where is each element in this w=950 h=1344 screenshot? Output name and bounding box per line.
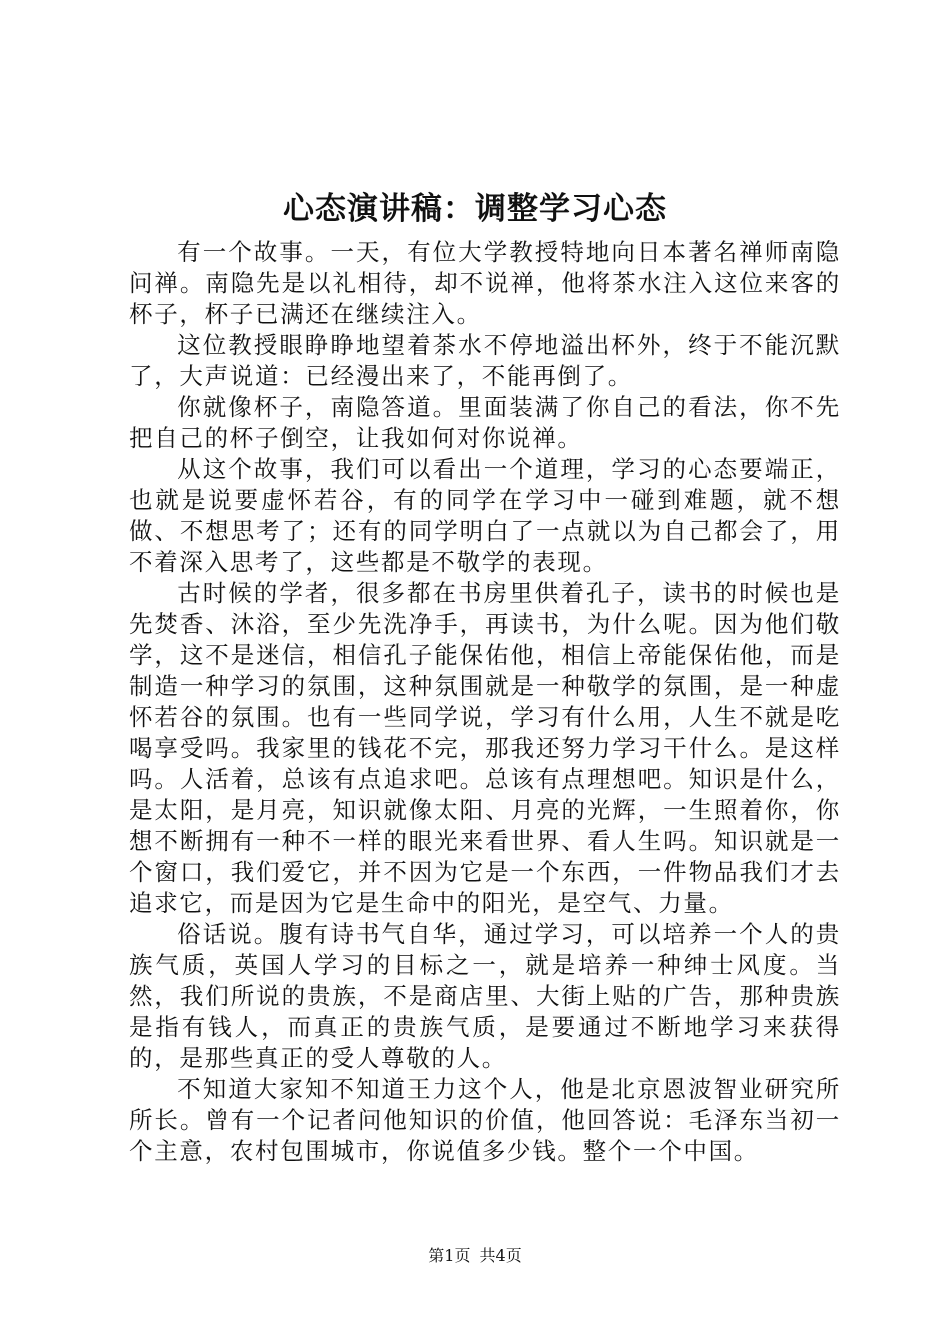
paragraph-4: 从这个故事，我们可以看出一个道理，学习的心态要端正，也就是说要虚怀若谷，有的同学在学习中一碰到难题，就不想做、不想思考了；还有的同学明白了一点就以为自己都会了，用不着深入思考了，这些都是不敬学的表现。 xyxy=(129,455,841,576)
document-body xyxy=(129,237,841,1167)
page-footer xyxy=(0,1244,950,1268)
page-total: 共4页 xyxy=(479,1246,522,1265)
page-number: 第1页 xyxy=(428,1246,471,1265)
paragraph-7: 不知道大家知不知道王力这个人，他是北京恩波智业研究所所长。曾有一个记者问他知识的价值，他回答说：毛泽东当初一个主意，农村包围城市，你说值多少钱。整个一个中国。 xyxy=(129,1075,841,1165)
paragraph-5: 古时候的学者，很多都在书房里供着孔子，读书的时候也是先焚香、沐浴，至少先洗净手，再读书，为什么呢。因为他们敬学，这不是迷信，相信孔子能保佑他，相信上帝能保佑他，而是制造一种学习的氛围，这种氛围就是一种敬学的氛围，是一种虚怀若谷的氛围。也有一些同学说，学习有什么用，人生不就是吃喝享受吗。我家里的钱花不完，那我还努力学习干什么。是这样吗。人活着，总该有点追求吧。总该有点理想吧。知识是什么，是太阳，是月亮，知识就像太阳、月亮的光辉，一生照着你，你想不断拥有一种不一样的眼光来看世界、看人生吗。知识就是一个窗口，我们爱它，并不因为它是一个东西，一件物品我们才去追求它，而是因为它是生命中的阳光，是空气、力量。 xyxy=(129,579,841,917)
paragraph-2: 这位教授眼睁睁地望着茶水不停地溢出杯外，终于不能沉默了，大声说道：已经漫出来了，不能再倒了。 xyxy=(129,331,841,390)
document-title: 心态演讲稿：调整学习心态 xyxy=(283,191,667,227)
paragraph-3: 你就像杯子，南隐答道。里面装满了你自己的看法，你不先把自己的杯子倒空，让我如何对你说禅。 xyxy=(129,393,841,452)
paragraph-1: 有一个故事。一天，有位大学教授特地向日本著名禅师南隐问禅。南隐先是以礼相待，却不说禅，他将茶水注入这位来客的杯子，杯子已满还在继续注入。 xyxy=(129,238,841,328)
paragraph-6: 俗话说。腹有诗书气自华，通过学习，可以培养一个人的贵族气质，英国人学习的目标之一，就是培养一种绅士风度。当然，我们所说的贵族，不是商店里、大街上贴的广告，那种贵族是指有钱人，而真正的贵族气质，是要通过不断地学习来获得的，是那些真正的受人尊敬的人。 xyxy=(129,920,841,1072)
